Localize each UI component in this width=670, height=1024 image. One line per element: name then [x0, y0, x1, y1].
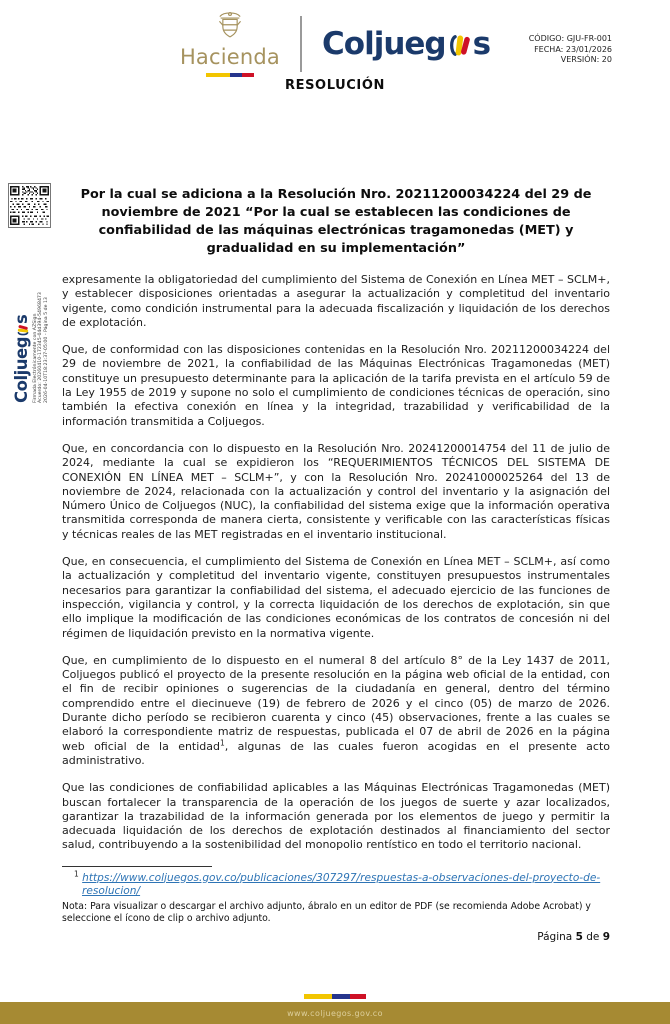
footnote-marker: 1	[74, 869, 79, 879]
body-paragraph	[62, 654, 610, 768]
agreement-line: Acuerdo: 20260410-172345-04d394-54968473	[38, 292, 44, 403]
signature-details	[33, 231, 50, 403]
signature-line: Firmada Electrónicamente con AZSign	[32, 313, 38, 403]
body-paragraph: Que, de conformidad con las disposiciones contenidas en la Resolución Nro. 20211200034224 del 29 de noviembre de 2021, la confiabilidad de las Máquinas Electrónicas Tragamonedas (MET) constituye un presupuesto determinante para la aplicación de la tarifa prevista en el artículo 59 de la Ley 1955 de 2019 y supone no solo el cumplimiento de condiciones técnicas de operación, sino también la efectiva conexión en línea y la integridad, trazabilidad y verificabilidad de la información transmitida a Coljuegos.	[62, 343, 610, 428]
stamp-wordmark-suffix: s	[12, 314, 32, 324]
page-of: de	[586, 931, 600, 944]
signature-stamp	[8, 183, 54, 403]
page-current: 5	[575, 931, 583, 944]
body-paragraph: Que las condiciones de confiabilidad aplicables a las Máquinas Electrónicas Tragamonedas (MET) buscan fortalecer la transparencia de la operación de los juegos de suerte y azar localizados, garantizar la trazabilidad de la información generada por los elementos de juego y permitir la adecuada liquidación de los derechos de explotación destinados al financiamiento del sector salud, contribuyendo a la sostenibilidad del monopolio rentístico en todo el territorio nacional.	[62, 781, 610, 852]
qr-code	[8, 183, 51, 228]
colombia-flag-bar-icon	[304, 994, 366, 999]
body-paragraph: Que, en consecuencia, el cumplimiento del Sistema de Conexión en Línea MET – SCLM+, así como la actualización y completitud del inventario vigente, constituyen presupuestos instrumentales necesarios para garantizar la confiabilidad del sistema, el adecuado ejercicio de las funciones de inspección, vigilancia y control, y la correcta liquidación de los derechos de explotación, sin que ello implique la modificación de las condiciones económicas de los contratos de concesión ni del régimen de liquidación previsto en la normativa vigente.	[62, 555, 610, 640]
resolution-title: Por la cual se adiciona a la Resolución Nro. 20211200034224 del 29 de noviembre de 2021 “Por la cual se establecen las condiciones de confiabilidad de las máquinas electrónicas tragamonedas (MET) y gradualidad en su implementación”	[80, 187, 592, 256]
page-label: Página	[537, 931, 573, 944]
page-total: 9	[602, 931, 610, 944]
hacienda-wordmark: Hacienda	[179, 45, 281, 69]
coljuegos-logo	[322, 26, 490, 62]
coljuegos-wordmark-suffix: s	[472, 25, 491, 62]
document-code-block	[529, 34, 612, 66]
doc-type-heading: RESOLUCIÓN	[285, 78, 385, 93]
colombia-flag-bar-icon	[206, 73, 254, 77]
timestamp-line: 2026-04-10T18:23:37-05:00 - Página 5 de 13	[44, 297, 50, 403]
attachment-note: Nota: Para visualizar o descargar el archivo adjunto, ábralo en un editor de PDF (se recomienda Adobe Acrobat) y seleccione el ícono de clip o archivo adjunto.	[62, 900, 591, 925]
hacienda-logo	[180, 10, 280, 77]
body-paragraph: Que, en concordancia con lo dispuesto en la Resolución Nro. 20241200014754 del 11 de julio de 2024, mediante la cual se expidieron los “REQUERIMIENTOS TÉCNICOS DEL SISTEMA DE CONEXIÓN EN LÍNEA MET – SCLM+”, y con la Resolución Nro. 20241000025264 del 13 de noviembre de 2024, relacionada con la actualización y control del inventario y la asignación del Número Único de Coljuegos (NUC), la confiabilidad del sistema exige que la información operativa transmitida corresponda de manera cierta, consistente y verificable con las características físicas y técnicas reales de las MET registradas en el inventario institucional.	[62, 441, 610, 541]
stamp-wordmark-prefix: Coljueg	[12, 336, 32, 403]
footnote-separator	[62, 866, 212, 867]
footer-website: www.coljuegos.gov.co	[287, 1008, 383, 1018]
date-line: FECHA: 23/01/2026	[534, 44, 612, 54]
colombia-crest-icon	[210, 10, 250, 44]
page-number	[62, 930, 610, 944]
footer-bar	[0, 1002, 670, 1024]
coljuegos-wordmark-prefix: Coljueg	[322, 25, 446, 62]
code-line: CÓDIGO: GJU-FR-001	[528, 34, 612, 43]
paragraph-text: Que, en cumplimiento de lo dispuesto en el numeral 8 del artículo 8° de la Ley 1437 de 2011, Coljuegos publicó el proyecto de la presente resolución en la página web oficial de la entidad, con el fin de recibir opiniones o sugerencias de la ciudadanía en general, dentro del término comprendido entre el diecinueve (19) de febrero de 2026 y el cinco (05) de marzo de 2026. Durante dicho período se recibieron cuarenta y cinco (45) observaciones, frente a las cuales se elaboró la correspondiente matriz de respuestas, publicada el 07 de abril de 2026 en la página web oficial de la entidad	[62, 653, 610, 753]
body-paragraph: expresamente la obligatoriedad del cumplimiento del Sistema de Conexión en Línea MET – SCLM+, y establecer disposiciones orientadas a asegurar la actualización y completitud del inventario vigente, como condición instrumental para la adecuada fiscalización y liquidación de los derechos de explotación.	[62, 273, 610, 329]
coljuegos-o-icon	[447, 32, 472, 59]
footnote-link[interactable]: https://www.coljuegos.gov.co/publicaciones/307297/respuestas-a-observaciones-del-proyecto-de-resolucion/	[82, 871, 601, 898]
stamp-coljuegos-logo	[12, 231, 31, 403]
document-body	[62, 186, 610, 986]
footnote	[62, 869, 610, 899]
paragraph-text: , algunas de las cuales fueron acogidas en el presente acto administrativo.	[62, 739, 610, 767]
logo-divider	[300, 16, 302, 72]
version-line: VERSIÓN: 20	[560, 55, 612, 64]
footnote-reference: 1	[220, 737, 225, 747]
coljuegos-o-icon	[16, 324, 30, 337]
